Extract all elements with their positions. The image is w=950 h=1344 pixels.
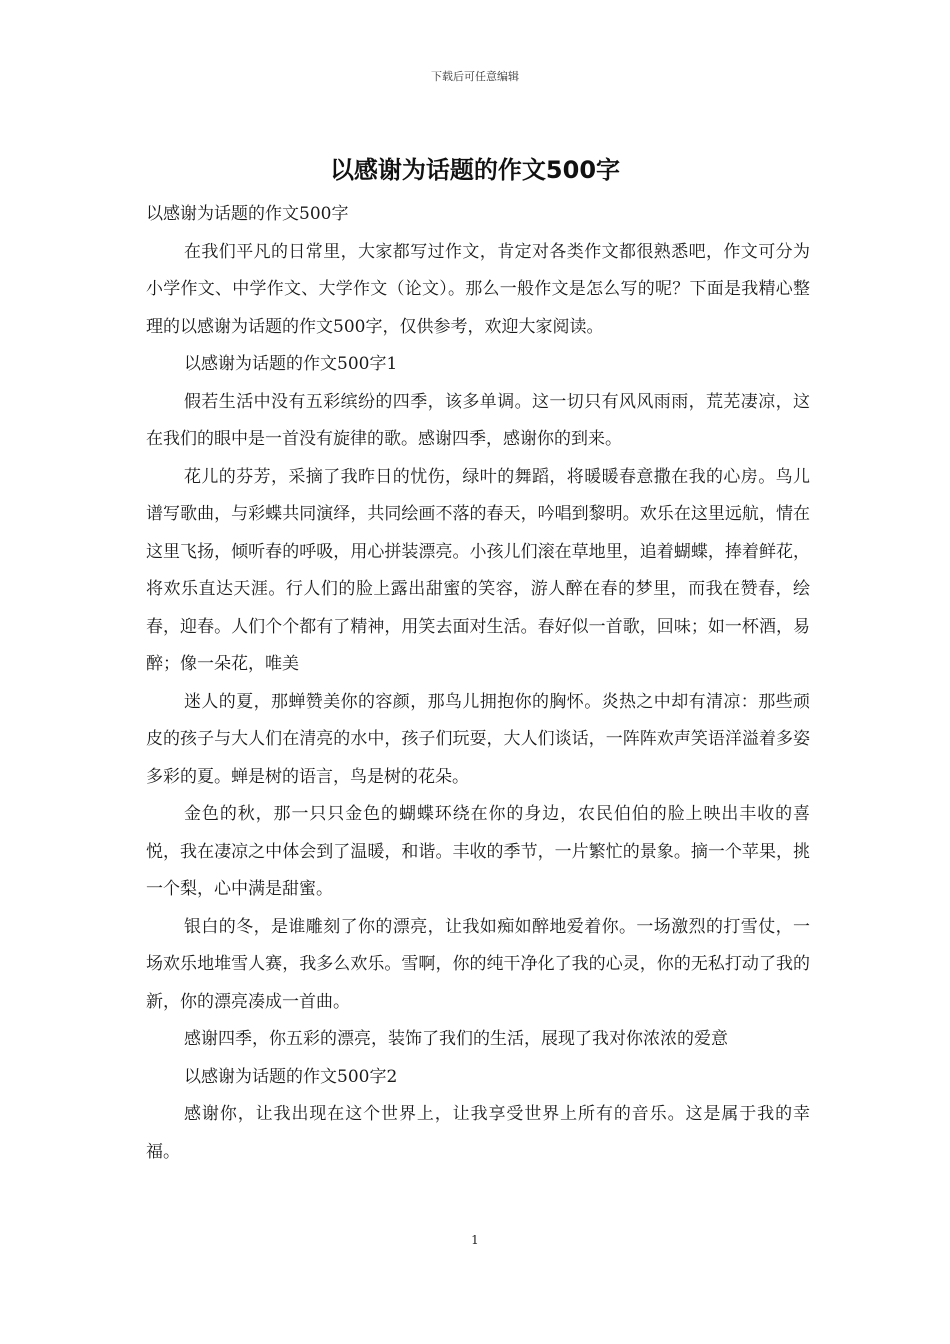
page-number: 1	[471, 1233, 479, 1247]
body-paragraph: 假若生活中没有五彩缤纷的四季，该多单调。这一切只有风风雨雨，荒芜凄凉，这在我们的眼中是一首没有旋律的歌。感谢四季，感谢你的到来。	[146, 391, 810, 449]
body-paragraph-spring: 花儿的芬芳，采摘了我昨日的忧伤，绿叶的舞蹈，将暖暖春意撒在我的心房。鸟儿谱写歌曲，与彩蝶共同演绎，共同绘画不落的春天，吟唱到黎明。欢乐在这里远航，情在这里飞扬，倾听春的呼吸，用心拼装漂亮。小孩儿们滚在草地里，追着蝴蝶，捧着鲜花，将欢乐直达天涯。行人们的脸上露出甜蜜的笑容，游人醉在春的梦里，而我在赞春，绘春，迎春。人们个个都有了精神，用笑去面对生活。春好似一首歌，回味；如一杯酒，易醉；像一朵花，唯美	[146, 466, 810, 674]
body-paragraph-autumn: 金色的秋，那一只只金色的蝴蝶环绕在你的身边，农民伯伯的脸上映出丰收的喜悦，我在凄凉之中体会到了温暖，和谐。丰收的季节，一片繁忙的景象。摘一个苹果，挑一个梨，心中满是甜蜜。	[146, 804, 810, 899]
body-paragraph-winter: 银白的冬，是谁雕刻了你的漂亮，让我如痴如醉地爱着你。一场激烈的打雪仗，一场欢乐地堆雪人赛，我多么欢乐。雪啊，你的纯干净化了我的心灵，你的无私打动了我的新，你的漂亮凑成一首曲。	[146, 916, 810, 1012]
section-heading-2: 以感谢为话题的作文500字2	[184, 1066, 398, 1087]
section-heading-1: 以感谢为话题的作文500字1	[184, 354, 398, 374]
body-paragraph-essay2: 感谢你，让我出现在这个世界上，让我享受世界上所有的音乐。这是属于我的幸福。	[146, 1104, 810, 1162]
header-note: 下载后可任意编辑	[431, 70, 519, 83]
body-paragraph-summer: 迷人的夏，那蝉赞美你的容颜，那鸟儿拥抱你的胸怀。炎热之中却有清凉：那些顽皮的孩子与大人们在清亮的水中，孩子们玩耍，大人们谈话，一阵阵欢声笑语洋溢着多姿多彩的夏。蝉是树的语言，鸟是树的花朵。	[146, 691, 810, 787]
intro-paragraph: 在我们平凡的日常里，大家都写过作文，肯定对各类作文都很熟悉吧，作文可分为小学作文、中学作文、大学作文（论文）。那么一般作文是怎么写的呢？下面是我精心整理的以感谢为话题的作文500字，仅供参考，欢迎大家阅读。	[146, 241, 810, 337]
subtitle-paragraph: 以感谢为话题的作文500字	[146, 204, 349, 224]
body-paragraph-conclusion: 感谢四季，你五彩的漂亮，装饰了我们的生活，展现了我对你浓浓的爱意	[184, 1029, 728, 1049]
document-title: 以感谢为话题的作文500字	[329, 156, 621, 184]
document-body	[146, 196, 810, 1171]
